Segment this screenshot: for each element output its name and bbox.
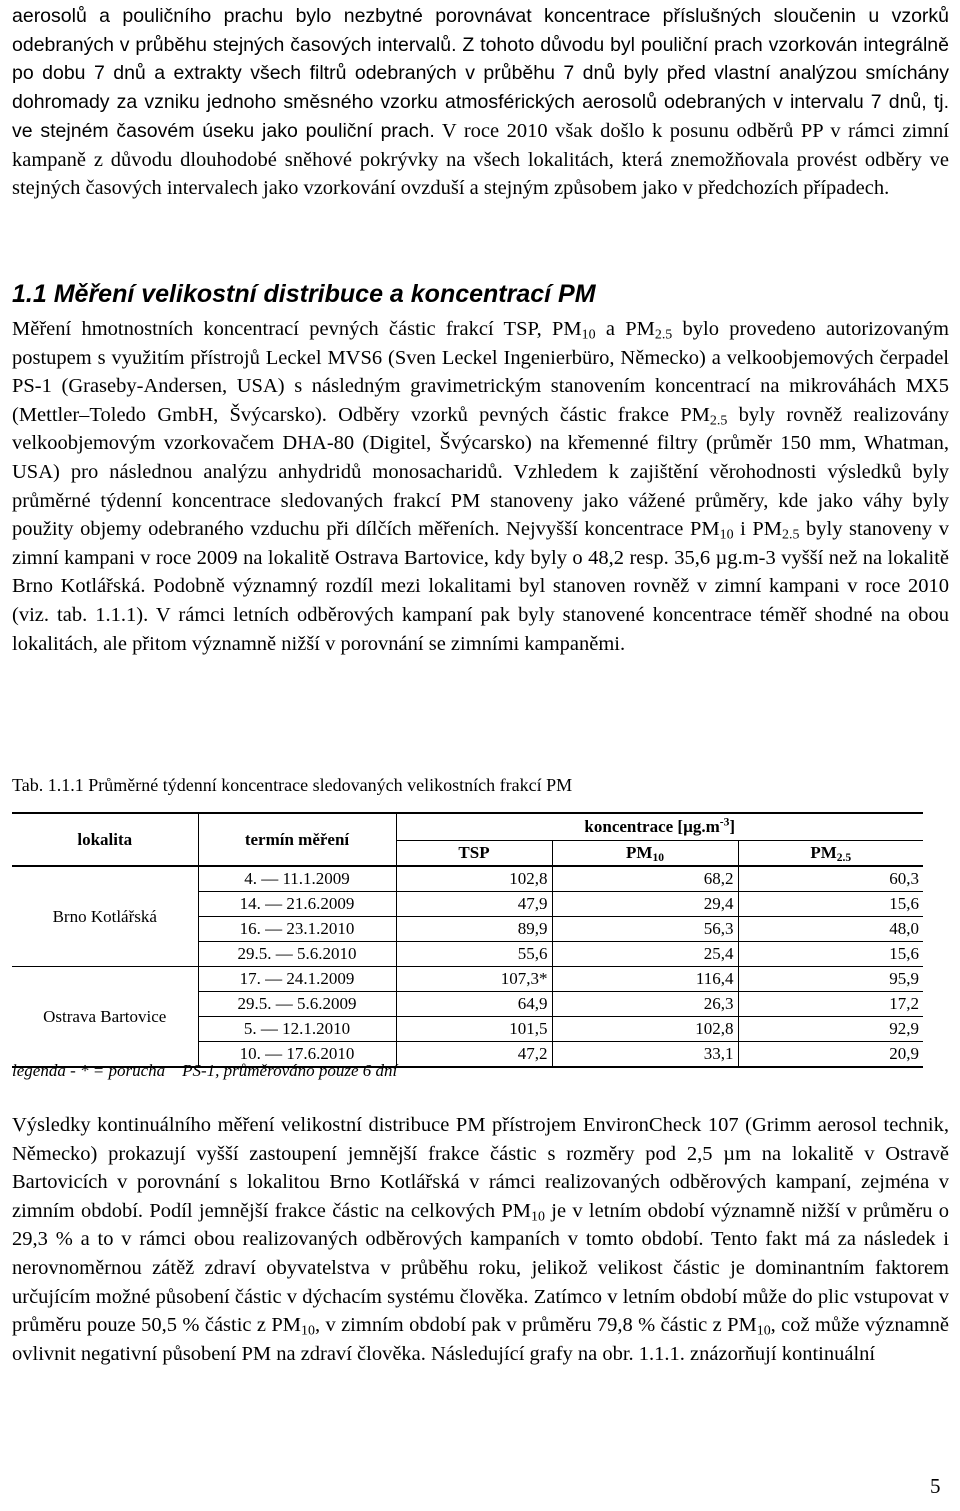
header-lokalita: lokalita: [12, 813, 198, 866]
methods-text-2: a PM: [595, 318, 655, 340]
cell-pm25: 15,6: [738, 892, 923, 917]
header-pm25-sub: 2.5: [836, 850, 852, 864]
cell-pm25: 20,9: [738, 1042, 923, 1068]
cell-pm10: 102,8: [552, 1017, 738, 1042]
header-pm10-text: PM: [626, 843, 653, 862]
cell-tsp: 47,2: [396, 1042, 552, 1068]
cell-pm25: 15,6: [738, 942, 923, 967]
cell-termin: 14. — 21.6.2009: [198, 892, 396, 917]
methods-sub-2: 2.5: [654, 327, 673, 343]
header-pm10: [552, 841, 738, 867]
cell-pm10: 25,4: [552, 942, 738, 967]
cell-termin: 5. — 12.1.2010: [198, 1017, 396, 1042]
table-row: [12, 866, 923, 892]
results-text-1: Výsledky kontinuálního měření velikostní distribuce PM přístrojem EnvironCheck 107 (Grimm aerosol technik, Německo) prokazují vyšší zastoupení jemnější frakce částic s rozměry pod 2,5 µm na lokalitě v Ostravě Bartovicích v porovnání s lokalitou Brno Kotlářská v rámci realizovaných odběrových kampaní, zejména v zimním období. Podíl jemnější frakce částic na celkových PM: [12, 1114, 949, 1222]
methods-sub-1: 10: [581, 327, 596, 343]
results-text-3: , v zimním období pak v průměru 79,8 % částic z PM: [314, 1314, 757, 1337]
cell-pm25: 17,2: [738, 992, 923, 1017]
cell-pm10: 26,3: [552, 992, 738, 1017]
cell-pm10: 33,1: [552, 1042, 738, 1068]
header-termin: termín měření: [198, 813, 396, 866]
table-row: [12, 967, 923, 992]
intro-text-b: V roce 2010 však došlo k posunu odběrů PP v rámci zimní kampaně z důvodu dlouhodobé sněhové pokrývky na všech lokalitách, která znemožňovala provést odběry ve stejných časových intervalech jako vzorkování ovzduší a stejným způsobem jako v předchozích případech.: [12, 119, 950, 200]
cell-lokalita-ostrava: Ostrava Bartovice: [12, 967, 198, 1068]
methods-sub-3: 2.5: [709, 413, 728, 429]
table-caption: Tab. 1.1.1 Průměrné týdenní koncentrace sledovaných velikostních frakcí PM: [12, 775, 573, 795]
section-heading: [12, 278, 596, 310]
results-text-4: , což může významně ovlivnit negativní působení PM na zdraví člověka. Následující grafy na obr. 1.1.1. znázorňují kontinuální: [12, 1314, 949, 1365]
header-pm25: [738, 841, 923, 867]
cell-termin: 16. — 23.1.2010: [198, 917, 396, 942]
section-title: Měření velikostní distribuce a koncentrací PM: [53, 280, 596, 308]
cell-termin: 10. — 17.6.2010: [198, 1042, 396, 1068]
header-koncentrace-text: koncentrace [µg.m: [584, 817, 720, 836]
cell-lokalita-brno: Brno Kotlářská: [12, 866, 198, 967]
table-legend: legenda - * = porucha PS-1, průměrováno pouze 6 dní: [12, 1061, 398, 1080]
methods-sub-5: 2.5: [782, 527, 800, 543]
page-number: 5: [930, 1474, 941, 1498]
cell-tsp: 47,9: [396, 892, 552, 917]
methods-paragraph: [12, 315, 949, 658]
cell-pm10: 29,4: [552, 892, 738, 917]
results-sub-2: 10: [301, 1323, 315, 1339]
cell-tsp: 107,3*: [396, 967, 552, 992]
cell-pm25: 60,3: [738, 866, 923, 892]
header-pm25-text: PM: [810, 843, 837, 862]
results-text-2: je v letním období významně nižší v průměru o 29,3 % a to v rámci obou realizovaných odběrových kampaních v tomto období. Tento fakt má za následek i nerovnoměrnou zátěž zdraví obyvatelstva v průběhu roku, jelikož velikost částic je dominantním faktorem určujícím možné působení částic v dýchacím systému člověka. Zatímco v letním období může do plic vstupovat v průměru pouze 50,5 % částic z PM: [12, 1199, 950, 1337]
methods-text-6: byly stanoveny v zimní kampani v roce 2009 na lokalitě Ostrava Bartovice, kdy byly o 48,2 resp. 35,6 µg.m-3 vyšší než na lokalitě Brno Kotlářská. Podobně významný rozdíl mezi lokalitami byl stanoven rovněž v zimní kampani v roce 2010 (viz. tab. 1.1.1). V rámci letních odběrových kampaní pak byly stanovené koncentrace téměř shodné na obou lokalitách, ale přitom významně nižší v porovnání se zimními kampaněmi.: [12, 518, 949, 655]
methods-text-5: i PM: [733, 518, 783, 541]
cell-pm25: 48,0: [738, 917, 923, 942]
header-tsp: TSP: [396, 841, 552, 867]
cell-termin: 29.5. — 5.6.2009: [198, 992, 396, 1017]
concentration-table: [12, 812, 923, 1068]
cell-pm25: 92,9: [738, 1017, 923, 1042]
methods-text-4: byly rovněž realizovány velkoobjemovým vzorkovačem DHA-80 (Digitel, Švýcarsko) na křemenné filtry (průměr 150 mm, Whatman, USA) pro následnou analýzu anhydridů monosacharidů. Vzhledem k zajištění věrohodnosti výsledků byly průměrné týdenní koncentrace sledovaných frakcí PM stanoveny jako vážené průměry, kde jako váhy byly použity objemy odebraného vzduchu při dílčích měřeních. Nejvyšší koncentrace PM: [12, 403, 949, 541]
cell-termin: 17. — 24.1.2009: [198, 967, 396, 992]
header-pm10-sub: 10: [652, 850, 664, 864]
cell-tsp: 102,8: [396, 866, 552, 892]
table-header-row-1: [12, 813, 923, 841]
cell-tsp: 64,9: [396, 992, 552, 1017]
header-koncentrace-sup: -3: [719, 815, 730, 829]
cell-tsp: 101,5: [396, 1017, 552, 1042]
cell-termin: 4. — 11.1.2009: [198, 866, 396, 892]
intro-paragraph: [12, 2, 949, 203]
cell-tsp: 55,6: [396, 942, 552, 967]
header-koncentrace: [396, 813, 923, 841]
intro-text-a: aerosolů a pouličního prachu bylo nezbytné porovnávat koncentrace příslušných sloučenin u vzorků odebraných v průběhu stejných časových intervalů. Z tohoto důvodu byl pouliční prach vzorkován integrálně po dobu 7 dnů a extrakty všech filtrů odebraných v průběhu 7 dnů byly před vlastní analýzou smíchány dohromady za vzniku jednoho směsného vzorku atmosférických aerosolů odebraných v intervalu 7 dnů, tj. ve stejném časovém úseku jako pouliční prach.: [12, 5, 949, 142]
cell-tsp: 89,9: [396, 917, 552, 942]
cell-termin: 29.5. — 5.6.2010: [198, 942, 396, 967]
results-sub-1: 10: [531, 1209, 545, 1225]
results-paragraph: [12, 1111, 949, 1368]
cell-pm10: 68,2: [552, 866, 738, 892]
methods-text-3: bylo provedeno autorizovaným postupem s využitím přístrojů Leckel MVS6 (Sven Leckel Ingenierbüro, Německo) a velkoobjemových čerpadel PS-1 (Graseby-Andersen, USA) s následným gravimetrickým stanovením koncentrací na mikrováhách MX5 (Mettler–Toledo GmbH, Švýcarsko). Odběry vzorků pevných částic frakce PM: [12, 318, 949, 426]
cell-pm10: 56,3: [552, 917, 738, 942]
results-sub-3: 10: [756, 1323, 771, 1339]
header-koncentrace-end: ]: [729, 817, 736, 836]
section-number: 1.1: [12, 280, 47, 308]
methods-sub-4: 10: [719, 527, 734, 543]
cell-pm10: 116,4: [552, 967, 738, 992]
cell-pm25: 95,9: [738, 967, 923, 992]
methods-text-1: Měření hmotnostních koncentrací pevných částic frakcí TSP, PM: [12, 318, 582, 340]
